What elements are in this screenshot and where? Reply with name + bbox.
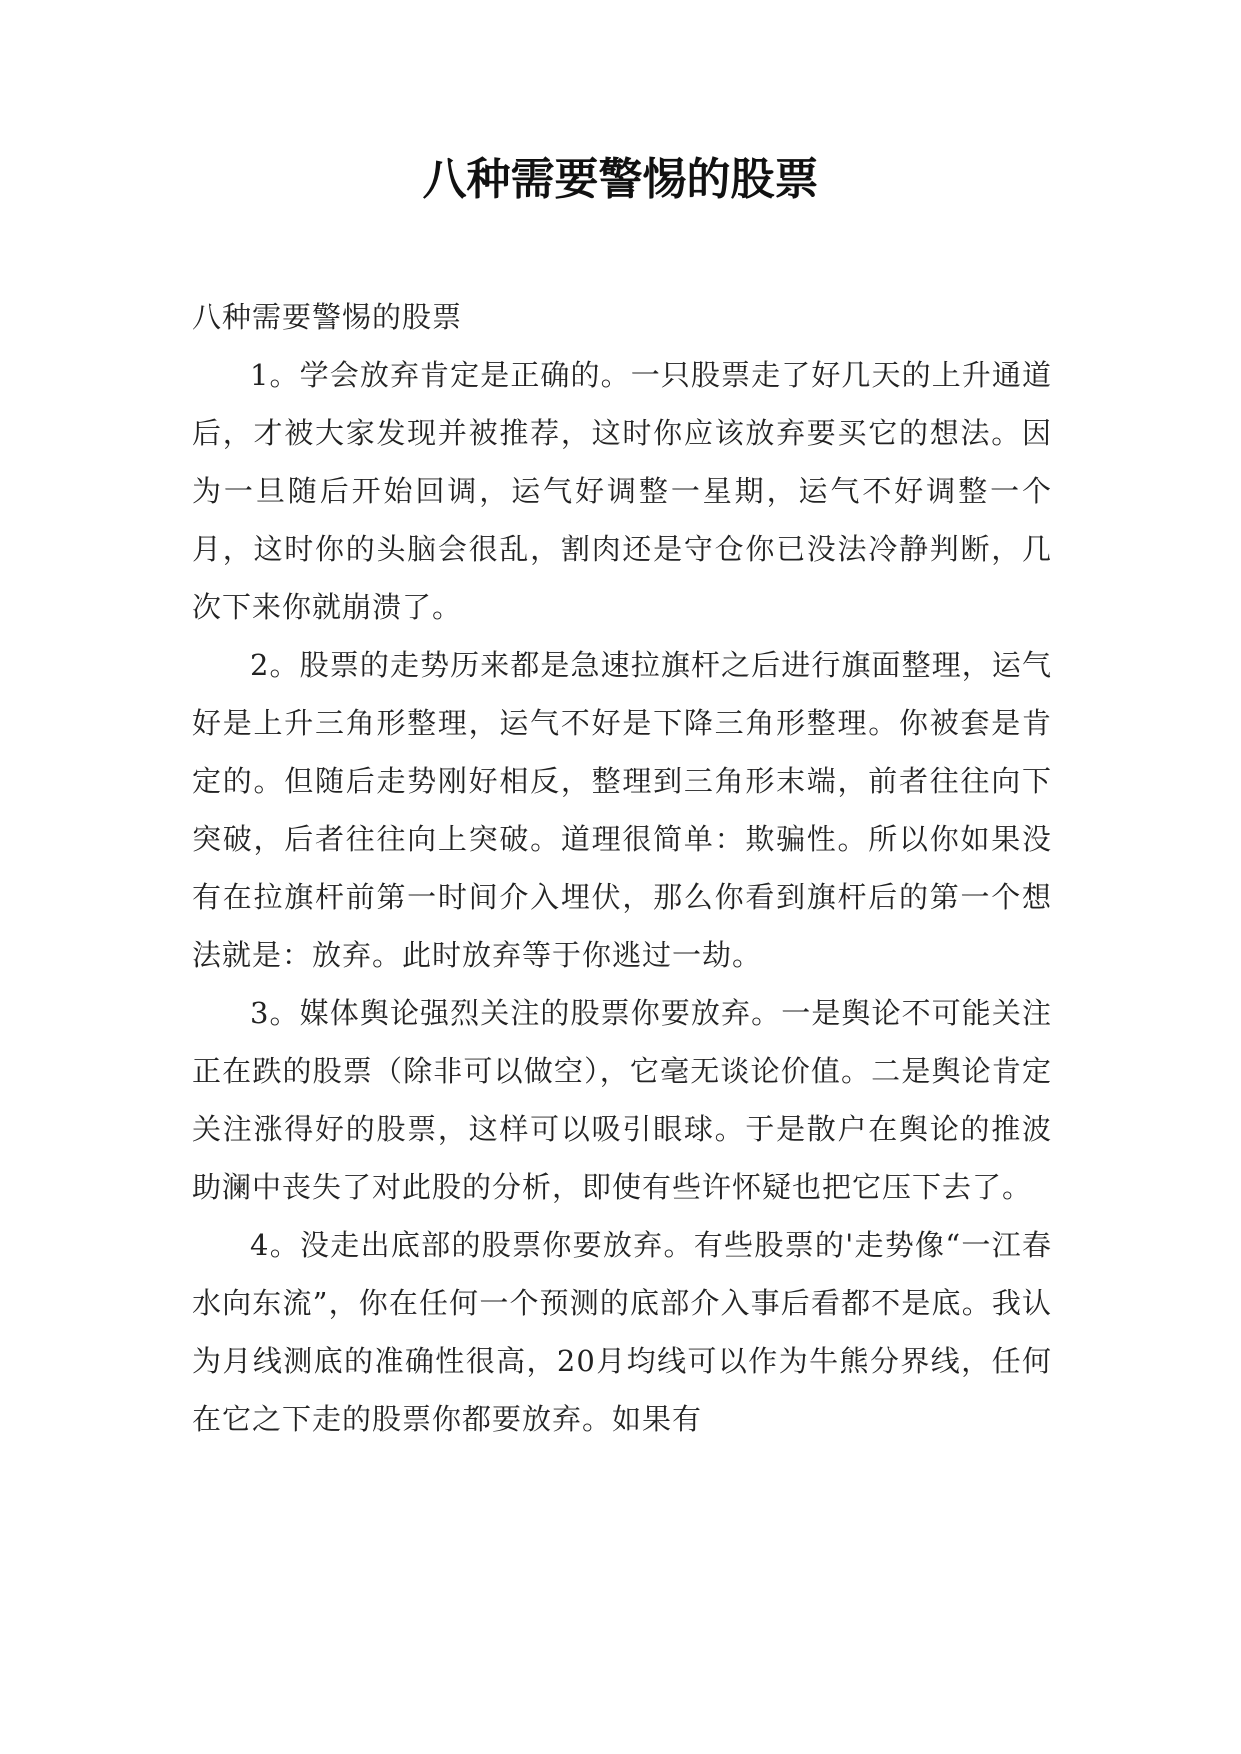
document-body xyxy=(192,288,1052,1448)
paragraph-2: 2。股票的走势历来都是急速拉旗杆之后进行旗面整理，运气好是上升三角形整理，运气不好是下降三角形整理。你被套是肯定的。但随后走势刚好相反，整理到三角形末端，前者往往向下突破，后者往往向上突破。道理很简单：欺骗性。所以你如果没有在拉旗杆前第一时间介入埋伏，那么你看到旗杆后的第一个想法就是：放弃。此时放弃等于你逃过一劫。 xyxy=(192,648,1052,972)
document-title: 八种需要警惕的股票 xyxy=(422,154,819,205)
paragraph-1: 1。学会放弃肯定是正确的。一只股票走了好几天的上升通道后，才被大家发现并被推荐，这时你应该放弃要买它的想法。因为一旦随后开始回调，运气好调整一星期，运气不好调整一个月，这时你的头脑会很乱，割肉还是守仓你已没法冷静判断，几次下来你就崩溃了。 xyxy=(192,358,1052,624)
paragraph-4: 4。没走出底部的股票你要放弃。有些股票的'走势像“一江春水向东流”，你在任何一个预测的底部介入事后看都不是底。我认为月线测底的准确性很高，20月均线可以作为牛熊分界线，任何在它之下走的股票你都要放弃。如果有 xyxy=(192,1228,1052,1436)
document-subtitle: 八种需要警惕的股票 xyxy=(192,300,463,334)
paragraph-3: 3。媒体舆论强烈关注的股票你要放弃。一是舆论不可能关注正在跌的股票（除非可以做空），它毫无谈论价值。二是舆论肯定关注涨得好的股票，这样可以吸引眼球。于是散户在舆论的推波助澜中丧失了对此股的分析，即使有些许怀疑也把它压下去了。 xyxy=(192,996,1052,1204)
